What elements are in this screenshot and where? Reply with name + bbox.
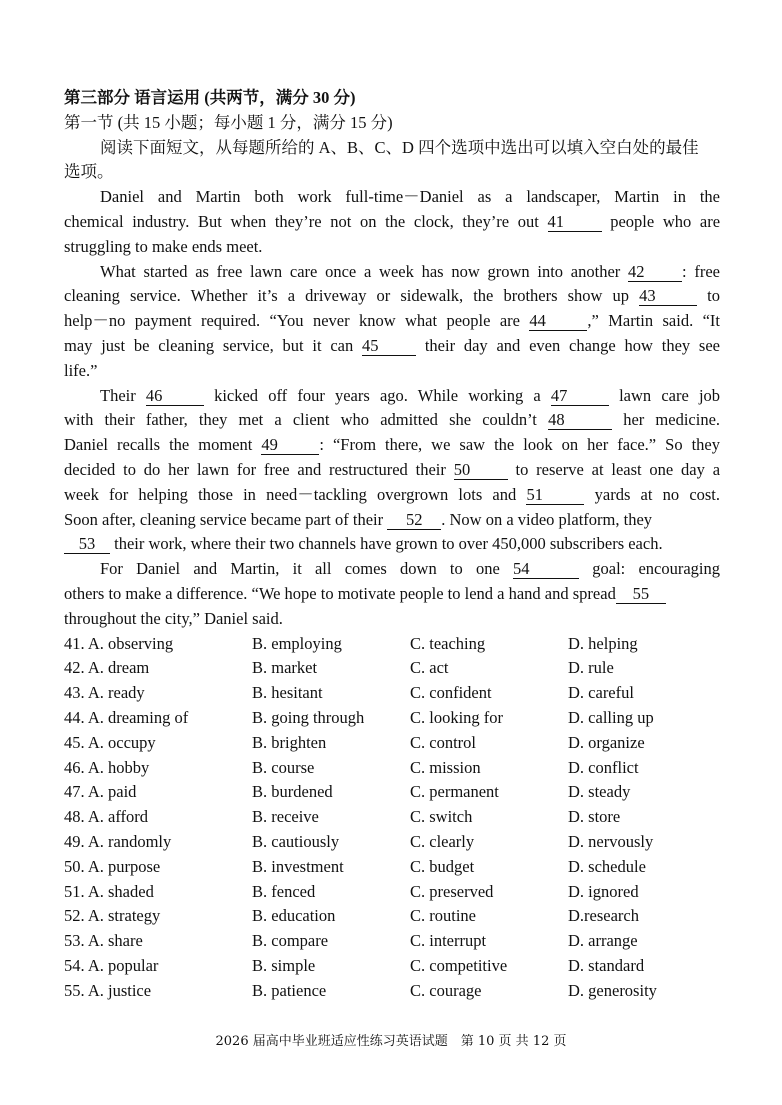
option-b: B. hesitant — [252, 683, 323, 703]
option-d: D.research — [568, 906, 639, 926]
section-title: 第三部分 语言运用 (共两节，满分 30 分) — [64, 88, 356, 107]
blank-43: 43 — [639, 287, 697, 306]
passage-line: others to make a difference. “We hope to motivate people to lend a hand and spread 55 — [64, 582, 720, 607]
option-c: C. courage — [410, 980, 482, 1000]
option-a: 42. A. dream — [64, 658, 150, 678]
option-d: D. standard — [568, 955, 645, 975]
option-d: D. rule — [568, 658, 614, 678]
option-b: B. simple — [252, 955, 316, 975]
option-d: D. careful — [568, 683, 634, 703]
option-row — [64, 954, 720, 979]
passage-line: throughout the city,” Daniel said. — [64, 608, 283, 628]
option-d: D. schedule — [568, 856, 646, 876]
option-b: B. patience — [252, 980, 327, 1000]
option-b: B. employing — [252, 633, 342, 653]
option-row — [64, 681, 720, 706]
blank-41: 41 — [548, 213, 602, 232]
passage-line: decided to do her lawn for free and restructured their 50 to reserve at least one day a — [64, 459, 720, 479]
option-b: B. market — [252, 658, 318, 678]
option-d: D. store — [568, 807, 621, 827]
option-c: C. interrupt — [410, 931, 487, 951]
blank-52: 52 — [387, 511, 441, 530]
option-c: C. mission — [410, 757, 481, 777]
option-d: D. steady — [568, 782, 631, 802]
option-a: 46. A. hobby — [64, 757, 150, 777]
answer-options — [64, 632, 720, 1004]
option-row — [64, 880, 720, 905]
exam-page — [64, 86, 720, 1003]
option-row — [64, 855, 720, 880]
option-a: 53. A. share — [64, 931, 143, 951]
option-a: 47. A. paid — [64, 782, 137, 802]
option-row — [64, 780, 720, 805]
option-d: D. ignored — [568, 881, 639, 901]
option-c: C. budget — [410, 856, 475, 876]
passage-line: struggling to make ends meet. — [64, 236, 263, 256]
passage-line: For Daniel and Martin, it all comes down to one 54 goal: encouraging — [100, 559, 720, 579]
blank-47: 47 — [551, 387, 609, 406]
blank-55: 55 — [616, 585, 666, 604]
option-a: 55. A. justice — [64, 980, 152, 1000]
option-d: D. conflict — [568, 757, 639, 777]
instruction-line-1: 阅读下面短文，从每题所给的 A、B、C、D 四个选项中选出可以填入空白处的最佳 — [100, 137, 699, 157]
option-row — [64, 656, 720, 681]
blank-50: 50 — [454, 461, 508, 480]
blank-54: 54 — [513, 560, 579, 579]
option-row — [64, 805, 720, 830]
option-c: C. competitive — [410, 955, 508, 975]
page-footer: 2026 届高中毕业班适应性练习英语试题 第 10 页 共 12 页 — [215, 1034, 567, 1049]
passage-line: chemical industry. But when they’re not on the clock, they’re out 41 people who are — [64, 211, 720, 231]
option-row — [64, 706, 720, 731]
passage-line: Their 46 kicked off four years ago. While working a 47 lawn care job — [100, 385, 720, 405]
option-row — [64, 929, 720, 954]
option-b: B. compare — [252, 931, 329, 951]
option-c: C. clearly — [410, 831, 475, 851]
option-a: 44. A. dreaming of — [64, 707, 189, 727]
option-row — [64, 904, 720, 929]
blank-51: 51 — [526, 486, 584, 505]
instruction-line-2: 选项。 — [64, 162, 114, 182]
option-a: 43. A. ready — [64, 683, 145, 703]
option-a: 41. A. observing — [64, 633, 174, 653]
passage-line: 53 their work, where their two channels have grown to over 450,000 subscribers each. — [64, 532, 720, 557]
blank-44: 44 — [529, 312, 587, 331]
option-c: C. preserved — [410, 881, 494, 901]
option-row — [64, 731, 720, 756]
blank-48: 48 — [548, 411, 612, 430]
option-row — [64, 830, 720, 855]
option-b: B. cautiously — [252, 831, 340, 851]
option-d: D. generosity — [568, 980, 657, 1000]
option-a: 48. A. afford — [64, 807, 149, 827]
option-c: C. switch — [410, 807, 473, 827]
option-row — [64, 979, 720, 1004]
passage-line: What started as free lawn care once a week has now grown into another 42 : free — [100, 261, 720, 281]
option-b: B. investment — [252, 856, 344, 876]
passage-line: Soon after, cleaning service became part of their 52 . Now on a video platform, they — [64, 509, 653, 529]
passage-line: help－no payment required. “You never know what people are 44 ,” Martin said. “It — [64, 311, 720, 331]
blank-53: 53 — [64, 535, 110, 554]
passage-line: cleaning service. Whether it’s a driveway or sidewalk, the brothers show up 43 to — [64, 286, 720, 306]
passage-line: Daniel and Martin both work full-time－Daniel as a landscaper, Martin in the — [100, 187, 720, 207]
option-b: B. brighten — [252, 732, 327, 752]
option-b: B. course — [252, 757, 315, 777]
passage-line: Daniel recalls the moment 49 : “From there, we saw the look on her face.” So they — [64, 435, 720, 455]
option-a: 52. A. strategy — [64, 906, 161, 926]
option-row — [64, 632, 720, 657]
option-c: C. looking for — [410, 707, 504, 727]
blank-46: 46 — [146, 387, 204, 406]
passage-line: life.” — [64, 360, 98, 380]
option-row — [64, 756, 720, 781]
option-b: B. fenced — [252, 881, 316, 901]
option-c: C. teaching — [410, 633, 486, 653]
passage-line: with their father, they met a client who admitted she couldn’t 48 her medicine. — [64, 410, 720, 430]
blank-42: 42 — [628, 263, 682, 282]
option-d: D. nervously — [568, 831, 654, 851]
option-c: C. confident — [410, 683, 492, 703]
option-d: D. organize — [568, 732, 645, 752]
option-d: D. calling up — [568, 707, 654, 727]
option-c: C. permanent — [410, 782, 499, 802]
option-c: C. act — [410, 658, 449, 678]
passage-line: may just be cleaning service, but it can 45 their day and even change how they see — [64, 335, 720, 355]
option-b: B. burdened — [252, 782, 333, 802]
option-c: C. routine — [410, 906, 476, 926]
option-a: 54. A. popular — [64, 955, 159, 975]
option-a: 51. A. shaded — [64, 881, 154, 901]
passage-line: week for helping those in need－tackling overgrown lots and 51 yards at no cost. — [64, 484, 720, 504]
option-a: 49. A. randomly — [64, 831, 172, 851]
option-b: B. receive — [252, 807, 319, 827]
option-a: 50. A. purpose — [64, 856, 161, 876]
option-b: B. going through — [252, 707, 365, 727]
option-a: 45. A. occupy — [64, 732, 156, 752]
option-b: B. education — [252, 906, 336, 926]
blank-49: 49 — [261, 436, 319, 455]
option-d: D. helping — [568, 633, 638, 653]
option-d: D. arrange — [568, 931, 638, 951]
option-c: C. control — [410, 732, 476, 752]
subsection-title: 第一节 (共 15 小题；每小题 1 分，满分 15 分) — [64, 112, 393, 132]
blank-45: 45 — [362, 337, 416, 356]
